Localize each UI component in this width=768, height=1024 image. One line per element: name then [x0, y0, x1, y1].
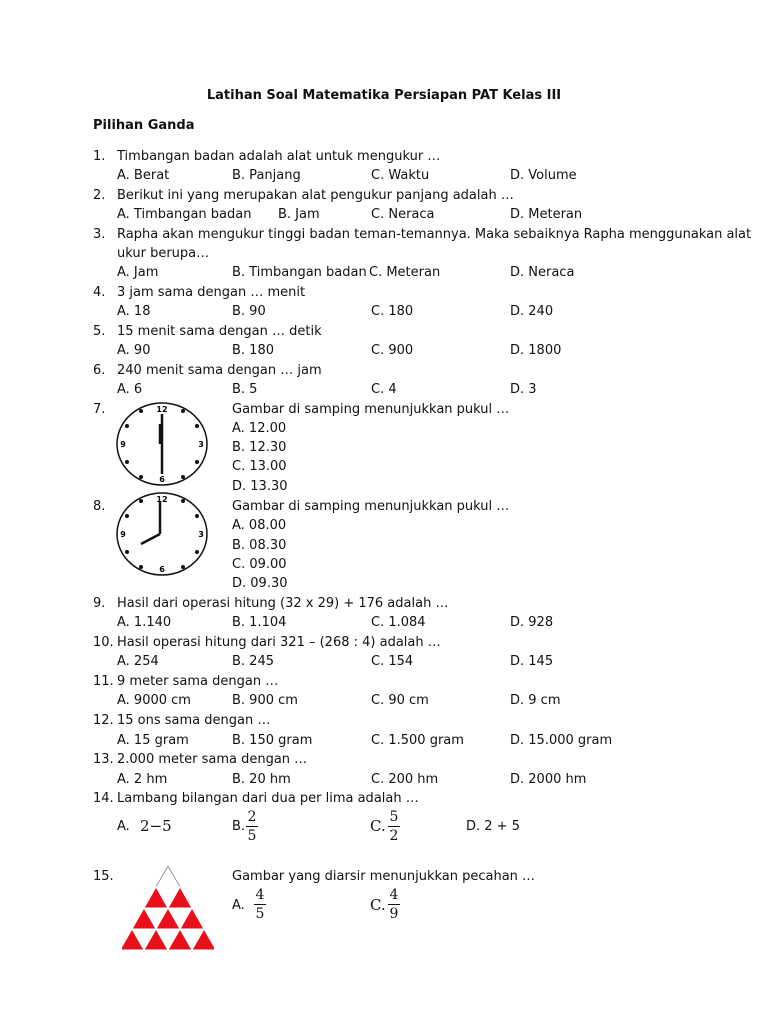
option-a: A. 90 [117, 343, 151, 358]
question-number: 11. [93, 674, 114, 689]
question-text: 240 menit sama dengan … jam [117, 363, 322, 378]
option-a: A. 2 hm [117, 772, 168, 787]
option-b-label: B. [232, 819, 246, 834]
question-number: 10. [93, 635, 114, 650]
question-text: Hasil operasi hitung dari 321 – (268 : 4) adalah … [117, 635, 441, 650]
option-a: A. 6 [117, 382, 143, 397]
fraction-denominator: 5 [255, 906, 265, 922]
question-number: 5. [93, 324, 106, 339]
option-c: C. Waktu [371, 168, 430, 183]
option-b: B. 08.30 [232, 538, 287, 553]
option-a: A. 08.00 [232, 518, 287, 533]
option-b-fraction [246, 809, 258, 844]
question-text: Gambar yang diarsir menunjukkan pecahan … [232, 869, 536, 884]
option-c: C. 1.500 gram [371, 733, 464, 748]
question-text: Gambar di samping menunjukkan pukul … [232, 499, 510, 514]
option-c-fraction [388, 887, 400, 922]
option-c: C. 200 hm [371, 772, 439, 787]
question-number: 2. [93, 188, 106, 203]
question-text: 15 ons sama dengan … [117, 713, 271, 728]
option-a-expression: 2−5 [140, 817, 172, 835]
fraction-numerator: 4 [255, 887, 265, 903]
option-b: B. 180 [232, 343, 274, 358]
option-d: D. Neraca [510, 265, 575, 280]
clock-number-6: 6 [159, 475, 165, 484]
fraction-bar [254, 904, 266, 905]
clock-number-3: 3 [198, 440, 204, 449]
option-b: B. Jam [278, 207, 320, 222]
option-b: B. 12.30 [232, 440, 287, 455]
question-number: 6. [93, 363, 106, 378]
fraction-bar [246, 826, 258, 827]
option-d: D. 145 [510, 654, 554, 669]
option-a-label: A. [232, 898, 245, 913]
option-d: D. 13.30 [232, 479, 288, 494]
option-c: C. Meteran [369, 265, 441, 280]
option-b: B. 900 cm [232, 693, 298, 708]
question-number: 13. [93, 752, 114, 767]
question-text: 9 meter sama dengan … [117, 674, 279, 689]
question-number: 1. [93, 149, 106, 164]
option-d: D. 240 [510, 304, 554, 319]
option-c: C. 900 [371, 343, 414, 358]
question-number: 9. [93, 596, 106, 611]
clock-12-00-icon [114, 400, 210, 488]
option-d: D. 2000 hm [510, 772, 587, 787]
option-b: B. 5 [232, 382, 258, 397]
option-c-label: C. [370, 896, 386, 914]
option-b: B. 90 [232, 304, 266, 319]
option-c: C. 4 [371, 382, 397, 397]
question-text: 3 jam sama dengan … menit [117, 285, 306, 300]
option-c-fraction [388, 809, 400, 844]
option-b: B. 1.104 [232, 615, 287, 630]
fraction-bar [388, 826, 400, 827]
option-c: C. 09.00 [232, 557, 287, 572]
question-text: 15 menit sama dengan … detik [117, 324, 322, 339]
clock-number-9: 9 [120, 530, 126, 539]
triangle-fraction-figure [122, 866, 214, 952]
option-c: C. 1.084 [371, 615, 426, 630]
question-number: 15. [93, 869, 114, 884]
option-a: A. 18 [117, 304, 151, 319]
clock-number-12: 12 [156, 495, 168, 504]
option-a: A. 15 gram [117, 733, 189, 748]
option-c: C. Neraca [371, 207, 435, 222]
option-d: D. Volume [510, 168, 577, 183]
option-c-label: C. [370, 817, 386, 835]
question-number: 4. [93, 285, 106, 300]
fraction-denominator: 2 [389, 828, 399, 844]
option-b: B. 245 [232, 654, 274, 669]
clock-number-3: 3 [198, 530, 204, 539]
clock-08-00-icon [114, 490, 210, 578]
question-number: 3. [93, 227, 106, 242]
question-text-continued: ukur berupa… [117, 246, 210, 261]
fraction-numerator: 2 [247, 809, 257, 825]
section-heading: Pilihan Ganda [93, 118, 195, 133]
option-a: A. 12.00 [232, 421, 287, 436]
option-a-fraction [254, 887, 266, 922]
option-d: D. 9 cm [510, 693, 561, 708]
question-text: Timbangan badan adalah alat untuk mengukur … [117, 149, 441, 164]
option-a: A. Timbangan badan [117, 207, 252, 222]
option-d: D. 1800 [510, 343, 562, 358]
option-b: B. Timbangan badan [232, 265, 367, 280]
question-text: Hasil dari operasi hitung (32 x 29) + 176 adalah … [117, 596, 449, 611]
option-a: A. 254 [117, 654, 159, 669]
question-text: Rapha akan mengukur tinggi badan teman-temannya. Maka sebaiknya Rapha menggunakan alat [117, 227, 752, 242]
question-number: 12. [93, 713, 114, 728]
option-d: D. Meteran [510, 207, 583, 222]
option-d: D. 3 [510, 382, 537, 397]
option-c: C. 180 [371, 304, 414, 319]
question-text: Berikut ini yang merupakan alat pengukur panjang adalah … [117, 188, 514, 203]
option-a: A. 1.140 [117, 615, 172, 630]
option-b: B. 150 gram [232, 733, 313, 748]
option-a: A. 9000 cm [117, 693, 191, 708]
fraction-denominator: 5 [247, 828, 257, 844]
option-a: A. Berat [117, 168, 170, 183]
option-d: D. 2 + 5 [466, 819, 520, 834]
option-b: B. Panjang [232, 168, 301, 183]
question-number: 8. [93, 499, 106, 514]
fraction-bar [388, 904, 400, 905]
option-d: D. 09.30 [232, 576, 288, 591]
option-b: B. 20 hm [232, 772, 291, 787]
fraction-denominator: 9 [389, 906, 399, 922]
question-text: Gambar di samping menunjukkan pukul … [232, 402, 510, 417]
fraction-numerator: 5 [389, 809, 399, 825]
question-text: 2.000 meter sama dengan … [117, 752, 308, 767]
question-number: 14. [93, 791, 114, 806]
option-a: A. Jam [117, 265, 159, 280]
clock-number-6: 6 [159, 565, 165, 574]
option-a-label: A. [117, 819, 130, 834]
fraction-numerator: 4 [389, 887, 399, 903]
option-c: C. 90 cm [371, 693, 429, 708]
option-c: C. 154 [371, 654, 414, 669]
question-number: 7. [93, 402, 106, 417]
option-c: C. 13.00 [232, 459, 287, 474]
worksheet-title: Latihan Soal Matematika Persiapan PAT Kelas III [206, 88, 562, 103]
option-d: D. 928 [510, 615, 554, 630]
question-text: Lambang bilangan dari dua per lima adalah … [117, 791, 419, 806]
clock-number-12: 12 [156, 405, 168, 414]
clock-number-9: 9 [120, 440, 126, 449]
option-d: D. 15.000 gram [510, 733, 613, 748]
